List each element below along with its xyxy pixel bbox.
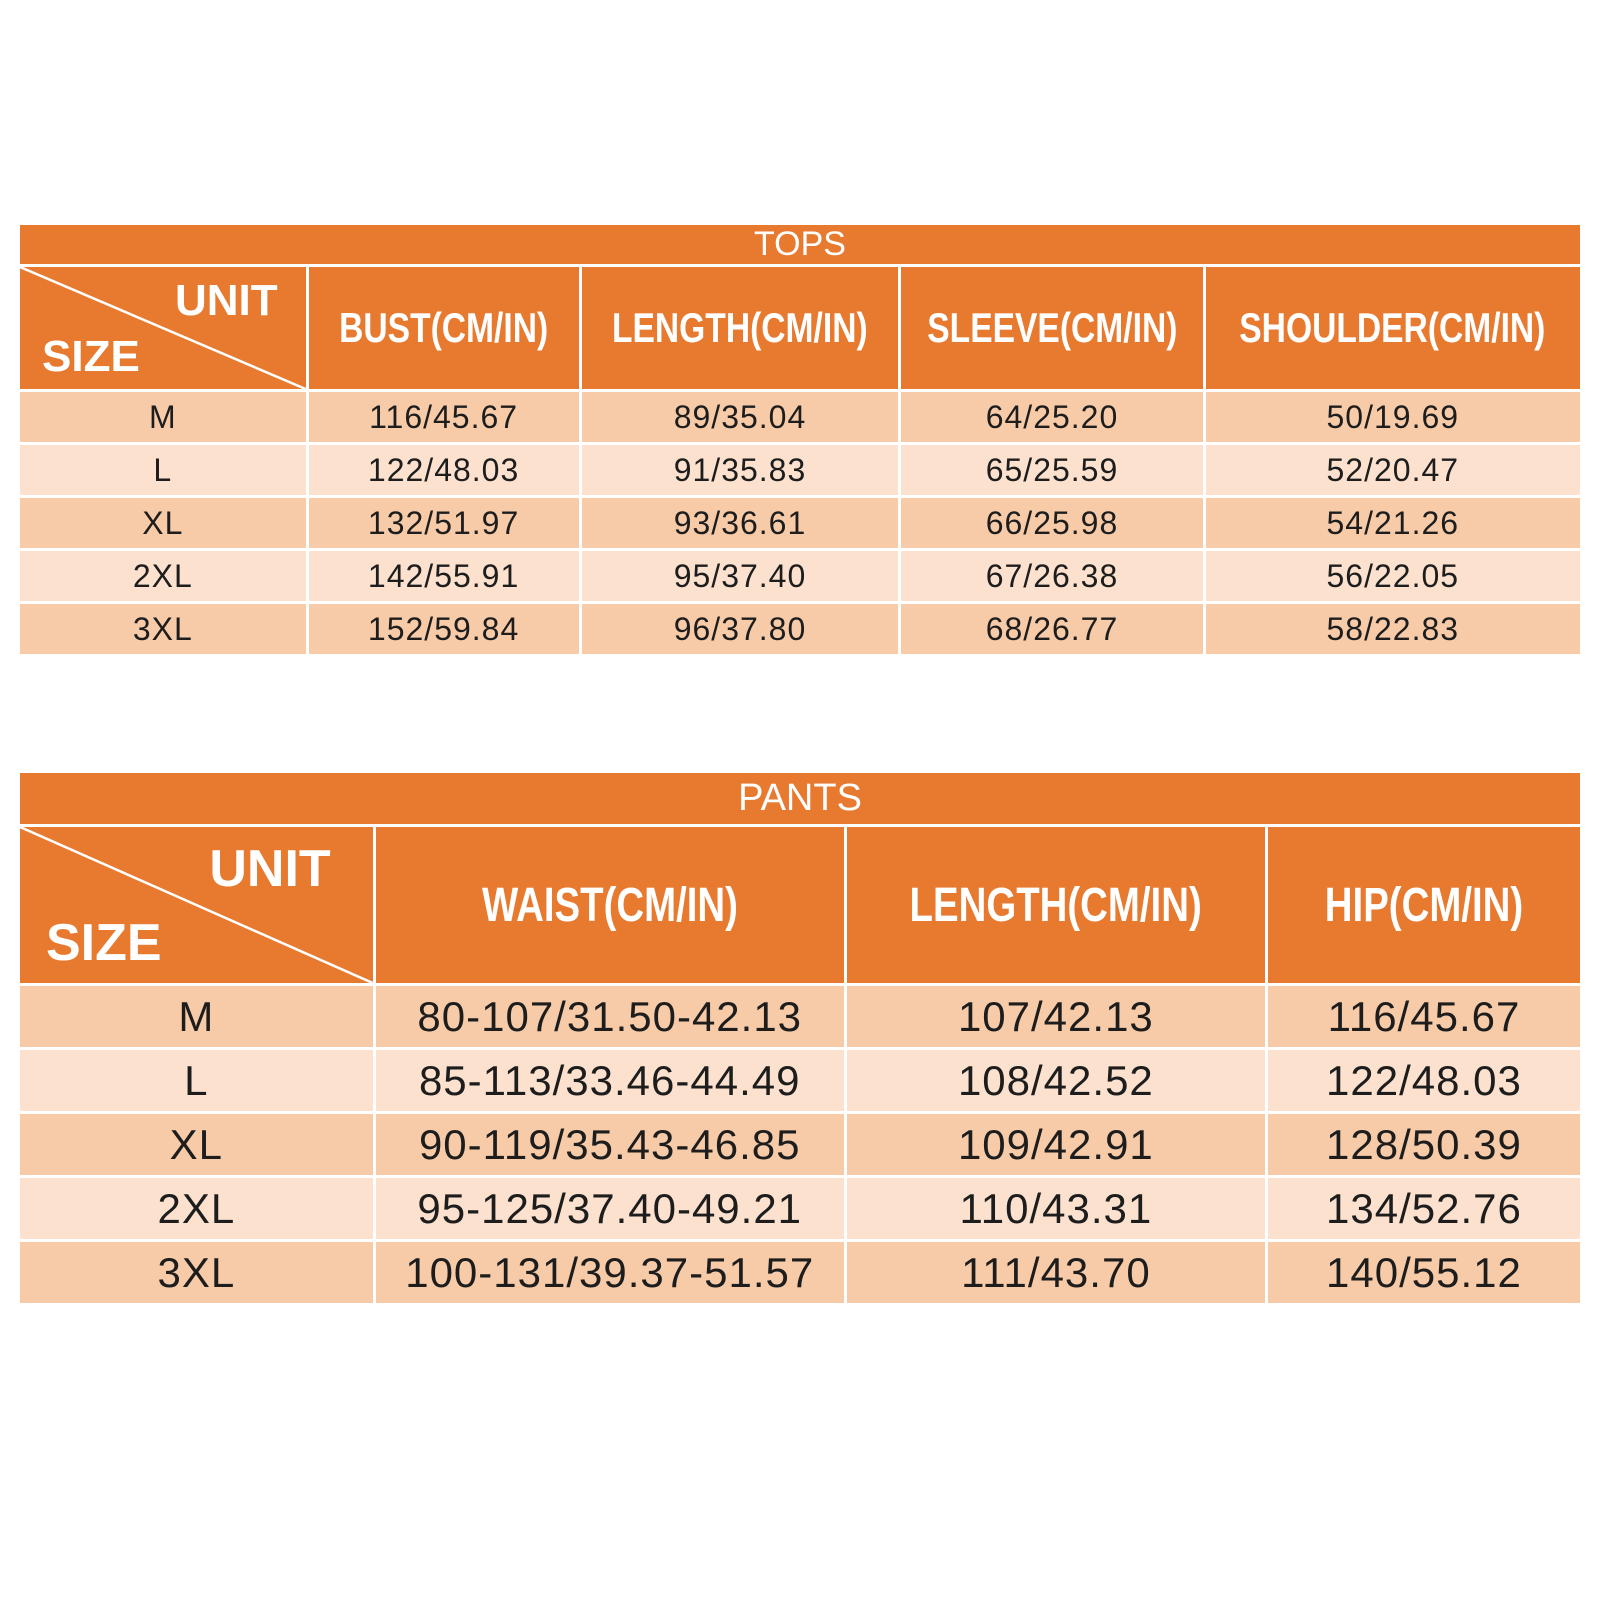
data-cell: 95-125/37.40-49.21 [376,1175,847,1239]
data-cell: 109/42.91 [847,1111,1268,1175]
column-header-hip: HIP(CM/IN) [1324,878,1524,932]
data-cell: 90-119/35.43-46.85 [376,1111,847,1175]
data-cell: 68/26.77 [901,601,1205,654]
size-cell: M [20,389,309,442]
data-cell: 100-131/39.37-51.57 [376,1239,847,1303]
data-cell: 152/59.84 [309,601,582,654]
data-cell: 56/22.05 [1206,548,1580,601]
size-cell: 2XL [20,548,309,601]
data-cell: 128/50.39 [1268,1111,1580,1175]
table-row [20,389,1580,442]
size-cell: XL [20,495,309,548]
data-cell: 67/26.38 [901,548,1205,601]
data-cell: 65/25.59 [901,442,1205,495]
data-cell: 50/19.69 [1206,389,1580,442]
pants-unit-size-corner-cell [20,827,376,983]
size-cell: XL [20,1111,376,1175]
table-row [20,1175,1580,1239]
size-corner-label: SIZE [42,332,140,381]
data-cell: 54/21.26 [1206,495,1580,548]
data-cell: 64/25.20 [901,389,1205,442]
data-cell: 116/45.67 [309,389,582,442]
data-cell: 91/35.83 [582,442,902,495]
column-header-shoulder: SHOULDER(CM/IN) [1239,304,1546,351]
table-row [20,601,1580,654]
data-cell: 132/51.97 [309,495,582,548]
table-row [20,1239,1580,1303]
table-row [20,442,1580,495]
data-cell: 107/42.13 [847,983,1268,1047]
size-cell: L [20,442,309,495]
column-header-length: LENGTH(CM/IN) [582,267,902,389]
data-cell: 116/45.67 [1268,983,1580,1047]
table-row [20,495,1580,548]
data-cell: 66/25.98 [901,495,1205,548]
tops-table-title-bar [20,225,1580,267]
data-cell: 58/22.83 [1206,601,1580,654]
column-header-bust: BUST(CM/IN) [309,267,582,389]
pants-size-chart-table [20,773,1580,1303]
table-row [20,1047,1580,1111]
data-cell: 140/55.12 [1268,1239,1580,1303]
size-cell: 2XL [20,1175,376,1239]
data-cell: 93/36.61 [582,495,902,548]
tops-table-title: TOPS [754,225,846,263]
column-header-waist: WAIST(CM/IN) [376,827,847,983]
unit-corner-label: UNIT [209,840,331,898]
pants-header-row [20,827,1580,983]
size-cell: 3XL [20,601,309,654]
data-cell: 85-113/33.46-44.49 [376,1047,847,1111]
data-cell: 122/48.03 [1268,1047,1580,1111]
size-cell: L [20,1047,376,1111]
data-cell: 108/42.52 [847,1047,1268,1111]
data-cell: 89/35.04 [582,389,902,442]
unit-corner-label: UNIT [174,276,278,325]
size-cell: M [20,983,376,1047]
data-cell: 80-107/31.50-42.13 [376,983,847,1047]
table-row [20,983,1580,1047]
size-cell: 3XL [20,1239,376,1303]
column-header-length: LENGTH(CM/IN) [847,827,1268,983]
pants-table-title: PANTS [738,777,862,819]
data-cell: 111/43.70 [847,1239,1268,1303]
data-cell: 95/37.40 [582,548,902,601]
data-cell: 52/20.47 [1206,442,1580,495]
column-header-sleeve: SLEEVE(CM/IN) [901,267,1205,389]
table-row [20,548,1580,601]
table-row [20,1111,1580,1175]
data-cell: 110/43.31 [847,1175,1268,1239]
data-cell: 142/55.91 [309,548,582,601]
tops-size-chart-table [20,225,1580,654]
data-cell: 134/52.76 [1268,1175,1580,1239]
size-corner-label: SIZE [46,914,162,972]
pants-table-title-bar [20,773,1580,827]
tops-header-row [20,267,1580,389]
data-cell: 96/37.80 [582,601,902,654]
tops-unit-size-corner-cell [20,267,309,389]
data-cell: 122/48.03 [309,442,582,495]
